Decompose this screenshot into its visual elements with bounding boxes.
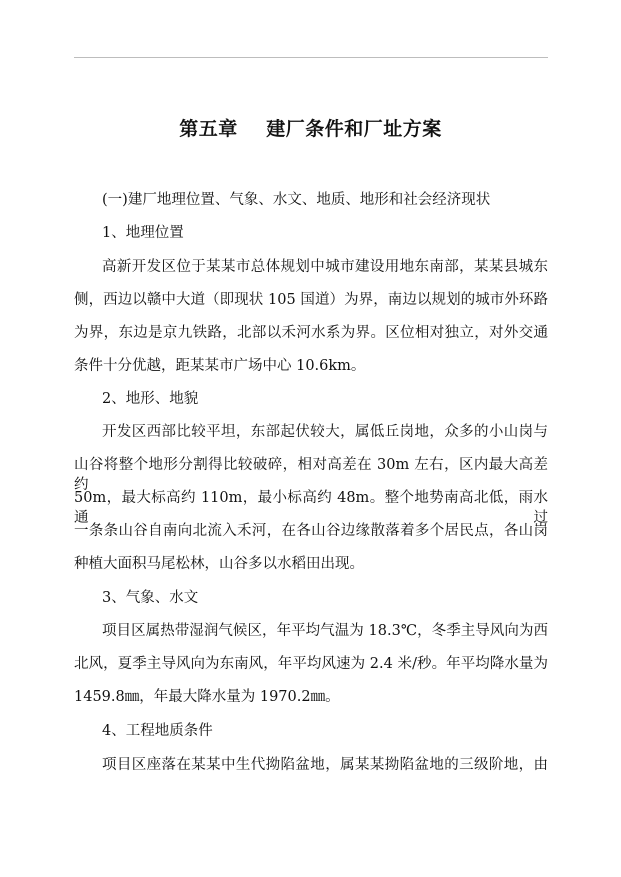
paragraph-line: 条件十分优越，距某某市广场中心 10.6km。 (74, 358, 366, 374)
paragraph-line: 一条条山谷自南向北流入禾河，在各山谷边缘散落着多个居民点，各山岗 (74, 523, 548, 539)
paragraph-line: 北风，夏季主导风向为东南风，年平均风速为 2.4 米/秒。年平均降水量为 (74, 656, 548, 672)
paragraph-line: 50m，最大标高约 110m，最小标高约 48m。整个地势南高北低，雨水通过 (74, 490, 548, 526)
paragraph-line: 高新开发区位于某某市总体规划中城市建设用地东南部，某某县城东 (102, 259, 548, 275)
paragraph-line: 项目区属热带湿润气候区，年平均气温为 18.3℃，冬季主导风向为西 (102, 623, 548, 639)
paragraph-line: 种植大面积马尾松林，山谷多以水稻田出现。 (74, 556, 364, 572)
subsection-heading-terrain: 2、地形、地貌 (102, 391, 199, 407)
paragraph-line: 山谷将整个地形分割得比较破碎，相对高差在 30m 左右，区内最大高差约 (74, 457, 548, 493)
paragraph-line: 开发区西部比较平坦，东部起伏较大，属低丘岗地，众多的小山岗与 (102, 424, 548, 440)
section-heading: (一)建厂地理位置、气象、水文、地质、地形和社会经济现状 (102, 192, 491, 208)
paragraph-line: 侧，西边以赣中大道（即现状 105 国道）为界，南边以规划的城市外环路 (74, 292, 548, 308)
subsection-heading-location: 1、地理位置 (102, 225, 184, 241)
chapter-title: 第五章 建厂条件和厂址方案 (179, 118, 442, 140)
subsection-heading-geology: 4、工程地质条件 (102, 723, 213, 739)
paragraph-line: 为界，东边是京九铁路，北部以禾河水系为界。区位相对独立，对外交通 (74, 325, 548, 341)
paragraph-line: 1459.8㎜，年最大降水量为 1970.2㎜。 (74, 689, 340, 705)
paragraph-line: 项目区座落在某某中生代拗陷盆地，属某某拗陷盆地的三级阶地，由 (102, 757, 548, 773)
header-rule (74, 57, 548, 58)
subsection-heading-climate: 3、气象、水文 (102, 590, 199, 606)
